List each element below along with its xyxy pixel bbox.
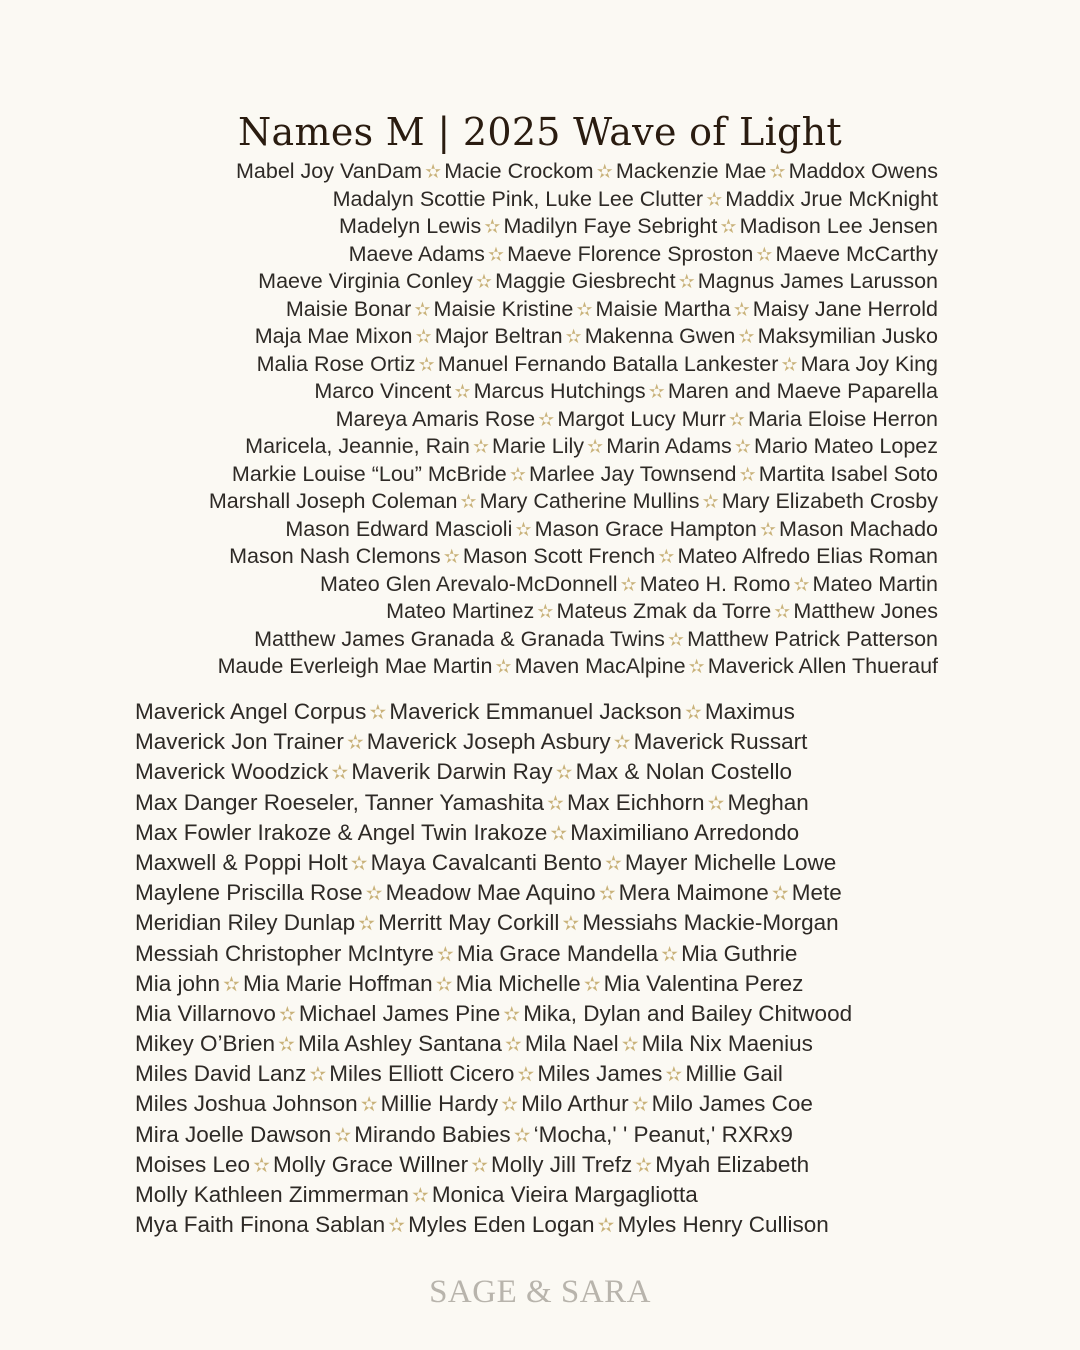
memorial-name: Mason Scott French xyxy=(462,544,656,568)
memorial-name: Mia Guthrie xyxy=(681,940,798,966)
memorial-name: Maeve Virginia Conley xyxy=(258,269,473,293)
memorial-name: Maria Eloise Herron xyxy=(748,406,938,431)
star-separator-icon: ✫ xyxy=(414,298,431,321)
star-separator-icon: ✫ xyxy=(278,1003,296,1026)
star-separator-icon: ✫ xyxy=(733,298,750,321)
star-separator-icon: ✫ xyxy=(598,883,616,906)
names-line xyxy=(100,516,938,544)
memorial-name: Maverik Darwin Ray xyxy=(351,759,553,785)
memorial-name: Mia Michelle xyxy=(455,970,581,996)
star-separator-icon: ✫ xyxy=(487,243,505,266)
names-line xyxy=(135,1059,955,1089)
star-separator-icon: ✫ xyxy=(771,883,789,906)
names-line xyxy=(100,488,938,516)
memorial-name: Mia john xyxy=(135,970,221,996)
memorial-name: Mateo Martinez xyxy=(386,599,535,623)
star-separator-icon: ✫ xyxy=(223,973,241,996)
memorial-name: Maverick Joseph Asbury xyxy=(366,729,611,755)
star-separator-icon: ✫ xyxy=(621,1034,639,1057)
memorial-name: Mateo Glen Arevalo-McDonnell xyxy=(319,571,618,596)
memorial-name: Messiahs Mackie-Morgan xyxy=(582,910,839,936)
star-separator-icon: ✫ xyxy=(661,943,679,966)
memorial-name: Mackenzie Mae xyxy=(615,159,767,183)
names-line xyxy=(135,999,955,1029)
memorial-name: Marie Lily xyxy=(492,434,585,458)
memorial-name: Mary Catherine Mullins xyxy=(479,489,700,513)
memorial-name: Mila Nix Maenius xyxy=(641,1031,813,1057)
memorial-name: Maddox Owens xyxy=(788,159,938,183)
memorial-name: Manuel Fernando Batalla Lankester xyxy=(437,351,779,376)
star-separator-icon: ✫ xyxy=(667,628,685,651)
memorial-name: Maddix Jrue McKnight xyxy=(725,186,938,211)
memorial-name: Matthew James Granada & Granada Twins xyxy=(254,626,665,651)
star-separator-icon: ✫ xyxy=(620,573,637,596)
star-separator-icon: ✫ xyxy=(781,353,798,376)
star-separator-icon: ✫ xyxy=(472,436,490,458)
memorial-name: Max Eichhorn xyxy=(566,789,705,815)
memorial-name: Molly Kathleen Zimmerman xyxy=(135,1182,409,1207)
memorial-name: Maggie Giesbrecht xyxy=(495,269,676,293)
memorial-name: Maverick Jon Trainer xyxy=(135,729,344,755)
star-separator-icon: ✫ xyxy=(604,852,622,875)
memorial-name: Maeve McCarthy xyxy=(775,241,938,266)
memorial-name: Merritt May Corkill xyxy=(378,910,560,936)
star-separator-icon: ✫ xyxy=(555,762,573,785)
memorial-name: Maverick Emmanuel Jackson xyxy=(389,699,682,724)
memorial-name: Marlee Jay Townsend xyxy=(528,461,737,486)
names-line xyxy=(100,378,938,406)
memorial-name: Max & Nolan Costello xyxy=(575,759,792,785)
star-separator-icon: ✫ xyxy=(454,381,471,403)
memorial-name: Mikey O’Brien xyxy=(135,1031,276,1057)
star-separator-icon: ✫ xyxy=(665,1064,683,1087)
names-line xyxy=(100,323,938,351)
memorial-name: Meadow Mae Aquino xyxy=(385,880,596,906)
memorial-name: Mirando Babies xyxy=(354,1121,511,1147)
star-separator-icon: ✫ xyxy=(278,1034,296,1057)
names-list-bottom xyxy=(135,697,955,1240)
star-separator-icon: ✫ xyxy=(436,943,454,966)
star-separator-icon: ✫ xyxy=(513,1124,531,1147)
star-separator-icon: ✫ xyxy=(415,326,432,348)
names-line xyxy=(100,268,938,296)
memorial-name: Mason Machado xyxy=(779,516,938,541)
star-separator-icon: ✫ xyxy=(613,732,631,755)
star-separator-icon: ✫ xyxy=(684,702,702,724)
names-line xyxy=(100,158,938,186)
memorial-name: Maude Everleigh Mae Martin xyxy=(217,654,493,678)
star-separator-icon: ✫ xyxy=(369,702,387,724)
star-separator-icon: ✫ xyxy=(475,271,493,293)
memorial-name: Molly Grace Willner xyxy=(273,1151,469,1177)
star-separator-icon: ✫ xyxy=(443,546,460,568)
memorial-name: Miles Elliott Cicero xyxy=(329,1061,515,1087)
star-separator-icon: ✫ xyxy=(546,792,564,815)
names-line xyxy=(135,939,955,969)
memorial-name: Maverick Angel Corpus xyxy=(135,699,367,724)
star-separator-icon: ✫ xyxy=(596,161,613,183)
memorial-name: Maven MacAlpine xyxy=(514,654,686,678)
star-separator-icon: ✫ xyxy=(688,656,705,678)
memorial-name: Maisie Bonar xyxy=(285,296,412,321)
star-separator-icon: ✫ xyxy=(759,518,777,541)
star-separator-icon: ✫ xyxy=(793,573,810,596)
star-separator-icon: ✫ xyxy=(734,436,751,458)
star-separator-icon: ✫ xyxy=(411,1185,429,1207)
names-line xyxy=(135,1089,955,1119)
memorial-name: Madilyn Faye Sebright xyxy=(503,214,718,238)
memorial-name: Myles Eden Logan xyxy=(408,1212,595,1238)
memorial-name: Mia Valentina Perez xyxy=(603,970,804,996)
memorial-name: Maisie Kristine xyxy=(433,296,574,321)
memorial-name: Mila Nael xyxy=(524,1031,619,1057)
memorial-name: ‘Mocha,' ' Peanut,' RXRx9 xyxy=(533,1121,793,1147)
names-line xyxy=(100,213,938,241)
memorial-name: Monica Vieira Margagliotta xyxy=(431,1182,698,1207)
memorial-name: Mila Ashley Santana xyxy=(298,1031,502,1057)
star-separator-icon: ✫ xyxy=(346,732,364,755)
star-separator-icon: ✫ xyxy=(739,463,756,486)
star-separator-icon: ✫ xyxy=(635,1154,653,1177)
memorial-name: Maisie Martha xyxy=(595,296,731,321)
memorial-name: Makenna Gwen xyxy=(584,324,736,348)
star-separator-icon: ✫ xyxy=(565,326,582,348)
names-line xyxy=(100,296,938,324)
memorial-name: Mason Grace Hampton xyxy=(534,516,757,541)
memorial-name: Meridian Riley Dunlap xyxy=(135,910,356,936)
star-separator-icon: ✫ xyxy=(503,1003,521,1026)
star-separator-icon: ✫ xyxy=(350,852,368,875)
memorial-name: Mya Faith Finona Sablan xyxy=(135,1212,386,1238)
star-separator-icon: ✫ xyxy=(517,1064,535,1087)
star-separator-icon: ✫ xyxy=(435,973,453,996)
star-separator-icon: ✫ xyxy=(707,792,725,815)
star-separator-icon: ✫ xyxy=(769,161,786,183)
memorial-name: Marin Adams xyxy=(606,434,732,458)
memorial-name: Mateo Alfredo Elias Roman xyxy=(677,544,938,568)
memorial-name: Miles Joshua Johnson xyxy=(135,1091,358,1117)
star-separator-icon: ✫ xyxy=(460,491,477,513)
memorial-name: Marshall Joseph Coleman xyxy=(208,489,458,513)
memorial-name: Maverick Russart xyxy=(633,729,808,755)
names-line xyxy=(135,908,955,938)
memorial-name: Milo James Coe xyxy=(651,1091,813,1117)
memorial-name: Moises Leo xyxy=(135,1151,251,1177)
memorial-name: Mason Edward Mascioli xyxy=(285,516,513,541)
memorial-name: Marcus Hutchings xyxy=(473,379,646,403)
memorial-name: Mabel Joy VanDam xyxy=(236,159,423,183)
memorial-name: Mira Joelle Dawson xyxy=(135,1121,332,1147)
memorial-name: Madison Lee Jensen xyxy=(739,214,938,238)
star-separator-icon: ✫ xyxy=(388,1215,406,1238)
star-separator-icon: ✫ xyxy=(425,161,442,183)
names-line xyxy=(100,626,938,654)
memorial-name: Miles David Lanz xyxy=(135,1061,307,1087)
star-separator-icon: ✫ xyxy=(334,1124,352,1147)
memorial-name: Messiah Christopher McIntyre xyxy=(135,940,434,966)
memorial-name: Macie Crockom xyxy=(444,159,594,183)
memorial-name: Madalyn Scottie Pink, Luke Lee Clutter xyxy=(332,186,704,211)
memorial-name: Mary Elizabeth Crosby xyxy=(721,489,938,513)
star-separator-icon: ✫ xyxy=(678,271,695,293)
memorial-name: Milo Arthur xyxy=(521,1091,629,1117)
star-separator-icon: ✫ xyxy=(720,216,737,238)
star-separator-icon: ✫ xyxy=(583,973,601,996)
names-line xyxy=(100,461,938,489)
star-separator-icon: ✫ xyxy=(484,216,501,238)
memorial-name: Madelyn Lewis xyxy=(339,214,482,238)
star-separator-icon: ✫ xyxy=(358,913,376,936)
memorial-name: Mareya Amaris Rose xyxy=(335,406,536,431)
memorial-name: Marco Vincent xyxy=(314,379,452,403)
star-separator-icon: ✫ xyxy=(562,913,580,936)
memorial-name: Maren and Maeve Paparella xyxy=(667,379,938,403)
names-line xyxy=(135,818,955,848)
names-line xyxy=(100,241,938,269)
star-separator-icon: ✫ xyxy=(774,601,791,623)
memorial-name: Mateo H. Romo xyxy=(639,571,791,596)
star-separator-icon: ✫ xyxy=(471,1154,489,1177)
names-line xyxy=(135,848,955,878)
memorial-name: Maximus xyxy=(704,699,795,724)
names-line xyxy=(100,433,938,461)
names-line xyxy=(135,757,955,787)
star-separator-icon: ✫ xyxy=(331,762,349,785)
star-separator-icon: ✫ xyxy=(495,656,512,678)
memorial-name: Maeve Adams xyxy=(348,241,485,266)
memorial-name: Mia Villarnovo xyxy=(135,1000,276,1026)
star-separator-icon: ✫ xyxy=(418,353,435,376)
star-separator-icon: ✫ xyxy=(597,1215,615,1238)
names-line xyxy=(135,1210,955,1240)
names-line xyxy=(135,969,955,999)
memorial-name: Matthew Patrick Patterson xyxy=(687,626,938,651)
names-line xyxy=(100,543,938,571)
star-separator-icon: ✫ xyxy=(515,518,532,541)
memorial-name: Malia Rose Ortiz xyxy=(256,351,416,376)
star-separator-icon: ✫ xyxy=(360,1094,378,1117)
memorial-name: Max Danger Roeseler, Tanner Yamashita xyxy=(135,789,544,815)
star-separator-icon: ✫ xyxy=(538,408,555,431)
memorial-name: Mera Maimone xyxy=(618,880,769,906)
memorial-name: Markie Louise “Lou” McBride xyxy=(231,461,507,486)
memorial-name: Magnus James Larusson xyxy=(697,269,938,293)
star-separator-icon: ✫ xyxy=(702,491,719,513)
names-line xyxy=(135,697,955,727)
star-separator-icon: ✫ xyxy=(648,381,665,403)
star-separator-icon: ✫ xyxy=(728,408,746,431)
star-separator-icon: ✫ xyxy=(504,1034,522,1057)
star-separator-icon: ✫ xyxy=(509,463,526,486)
star-separator-icon: ✫ xyxy=(738,326,755,348)
memorial-name: Maja Mae Mixon xyxy=(254,324,413,348)
names-line xyxy=(135,788,955,818)
star-separator-icon: ✫ xyxy=(365,883,383,906)
memorial-name: Mika, Dylan and Bailey Chitwood xyxy=(523,1000,853,1026)
star-separator-icon: ✫ xyxy=(309,1064,327,1087)
memorial-name: Mara Joy King xyxy=(800,351,938,376)
names-line xyxy=(100,571,938,599)
memorial-name: Meghan xyxy=(727,789,809,815)
memorial-name: Mayer Michelle Lowe xyxy=(624,849,837,875)
star-separator-icon: ✫ xyxy=(587,436,604,458)
memorial-name: Michael James Pine xyxy=(298,1000,501,1026)
memorial-name: Myah Elizabeth xyxy=(655,1151,810,1177)
names-line xyxy=(135,1150,955,1180)
memorial-name: Maeve Florence Sproston xyxy=(507,241,754,266)
memorial-name: Maylene Priscilla Rose xyxy=(135,880,363,906)
memorial-name: Matthew Jones xyxy=(793,599,938,623)
names-list-top xyxy=(100,158,938,681)
memorial-name: Myles Henry Cullison xyxy=(617,1212,829,1238)
star-separator-icon: ✫ xyxy=(658,546,675,568)
memorial-name: Molly Jill Trefz xyxy=(491,1151,633,1177)
memorial-name: Maricela, Jeannie, Rain xyxy=(245,434,470,458)
memorial-name: Mason Nash Clemons xyxy=(229,544,441,568)
brand-footer: SAGE & SARA xyxy=(429,1274,651,1310)
names-line xyxy=(135,1120,955,1150)
memorial-name: Mia Grace Mandella xyxy=(456,940,659,966)
memorial-name: Major Beltran xyxy=(434,324,563,348)
names-line xyxy=(135,878,955,908)
names-line xyxy=(100,351,938,379)
memorial-name: Maverick Woodzick xyxy=(135,759,329,785)
names-line xyxy=(100,653,938,681)
star-separator-icon: ✫ xyxy=(550,822,568,845)
names-line xyxy=(135,1029,955,1059)
memorial-name: Mario Mateo Lopez xyxy=(753,434,938,458)
star-separator-icon: ✫ xyxy=(537,601,554,623)
star-separator-icon: ✫ xyxy=(631,1094,649,1117)
memorial-name: Martita Isabel Soto xyxy=(758,461,938,486)
memorial-name: Mia Marie Hoffman xyxy=(243,970,433,996)
memorial-name: Mete xyxy=(791,880,842,906)
names-line xyxy=(100,186,938,214)
memorial-name: Maverick Allen Thuerauf xyxy=(707,654,938,678)
star-separator-icon: ✫ xyxy=(706,188,723,211)
star-separator-icon: ✫ xyxy=(756,243,773,266)
memorial-name: Millie Hardy xyxy=(380,1091,499,1117)
star-separator-icon: ✫ xyxy=(576,298,593,321)
memorial-name: Margot Lucy Murr xyxy=(557,406,726,431)
memorial-name: Mateus Zmak da Torre xyxy=(556,599,772,623)
names-line xyxy=(100,598,938,626)
memorial-name: Max Fowler Irakoze & Angel Twin Irakoze xyxy=(135,819,548,845)
names-line xyxy=(135,1180,955,1210)
memorial-name: Mateo Martin xyxy=(812,571,938,596)
star-separator-icon: ✫ xyxy=(253,1154,271,1177)
memorial-name: Maksymilian Jusko xyxy=(757,324,938,348)
memorial-name: Maisy Jane Herrold xyxy=(752,296,938,321)
memorial-name: Maya Cavalcanti Bento xyxy=(370,849,602,875)
page-title: Names M | 2025 Wave of Light xyxy=(238,110,842,155)
star-separator-icon: ✫ xyxy=(501,1094,519,1117)
memorial-name: Millie Gail xyxy=(685,1061,783,1087)
names-line xyxy=(135,727,955,757)
memorial-name: Miles James xyxy=(537,1061,663,1087)
names-line xyxy=(100,406,938,434)
memorial-name: Maximiliano Arredondo xyxy=(570,819,800,845)
memorial-name: Maxwell & Poppi Holt xyxy=(135,849,348,875)
